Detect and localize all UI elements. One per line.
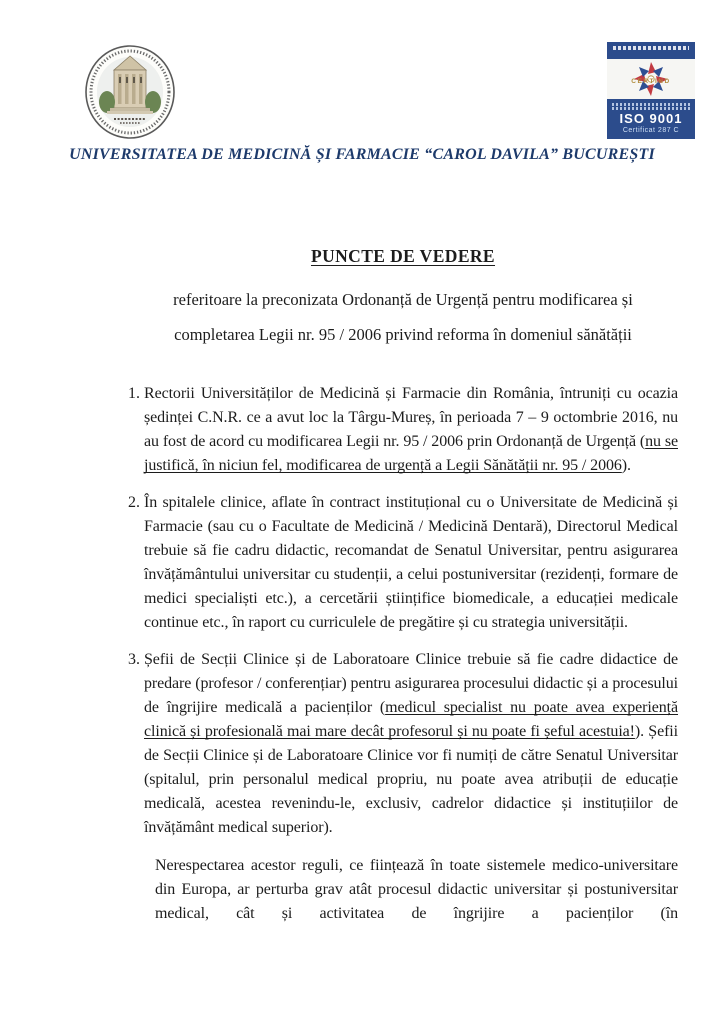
iso-9001-badge: [607, 42, 695, 139]
subtitle-line-1: referitoare la preconizata Ordonanță de Urgență pentru modificarea și: [173, 290, 633, 309]
item-number: 1.: [128, 385, 140, 402]
item-text: Șefii de Secții Clinice și de Laboratoare Clinice trebuie să fie cadre didactice de predare (profesor / conferențiar) pentru asigurarea procesului didactic și a procesului de îngrijire medicală a pacienților (medicul specialist nu poate avea experiență clinică și profesională mai mare decât profesorul și nu poate fi șeful acestuia!). Șefii de Secții Clinice și de Laboratoare Clinice vor fi numiți de către Senatul Universitar (spitalul, prin personalul medical propriu, nu poate avea atribuții de educație medicală, acestea revenindu-le, exclusiv, cadrelor didactice și instituțiilor de învățământ medical superior).: [144, 651, 679, 836]
certind-body-name: CERTIND: [631, 78, 671, 85]
item-text: Rectorii Universităților de Medicină și Farmacie din România, întruniți cu ocazia ședinței C.N.R. ce a avut loc la Târgu-Mureș, în perioada 7 – 9 octombrie 2016, nu au fost de acord cu modificarea Legii nr. 95 / 2006 prin Ordonanță de Urgență (nu se justifică, în niciun fel, modificarea de urgență a Legii Sănătății nr. 95 / 2006).: [144, 385, 678, 474]
closing-paragraph: Nerespectarea acestor reguli, ce ființează în toate sistemele medico-universitare din Europa, ar perturba grav atât procesul didactic universitar și postuniversitar medical, cât și activitatea de îngrijire a pacienților (în: [155, 857, 678, 922]
item-number: 2.: [128, 494, 140, 511]
faux-text-line: [612, 103, 690, 106]
iso-certificate-label: Certificat 287 C: [622, 127, 680, 134]
numbered-points-list: [128, 382, 678, 840]
faux-text-line: [612, 107, 690, 110]
iso-badge-top-bar: [607, 42, 695, 59]
university-seal-icon: [84, 44, 176, 140]
university-seal-logo: [84, 44, 176, 140]
faux-text-line: [613, 46, 689, 50]
item-text: În spitalele clinice, aflate în contract instituțional cu o Universitate de Medicină și Farmacie (sau cu o Facultate de Medicină / Medicină Dentară), Directorul Medical trebuie să fie cadru didactic, recomandat de Senatul Universitar, pentru asigurarea învățământului universitar cu studenții, a celui postuniversitar (rezidenți, formare de medici specialiști etc.), a cercetării științifice biomedicale, a educației medicale continue etc., în raport cu curriculele de pregătire și cu strategia universității.: [144, 494, 678, 631]
list-item: [128, 648, 678, 840]
iso-standard-label: ISO 9001: [619, 111, 683, 126]
certind-logo: [607, 59, 695, 99]
document-body: [128, 246, 678, 926]
document-title: PUNCTE DE VEDERE: [310, 246, 496, 266]
list-item: [128, 382, 678, 478]
document-subtitle: [128, 282, 678, 352]
subtitle-line-2: completarea Legii nr. 95 / 2006 privind reforma în domeniul sănătății: [174, 325, 632, 344]
iso-badge-bottom: [607, 99, 695, 139]
university-name: UNIVERSITATEA DE MEDICINĂ ȘI FARMACIE “CAROL DAVILA” BUCUREȘTI: [69, 146, 655, 163]
list-item: [128, 491, 678, 635]
item-number: 3.: [128, 651, 140, 668]
